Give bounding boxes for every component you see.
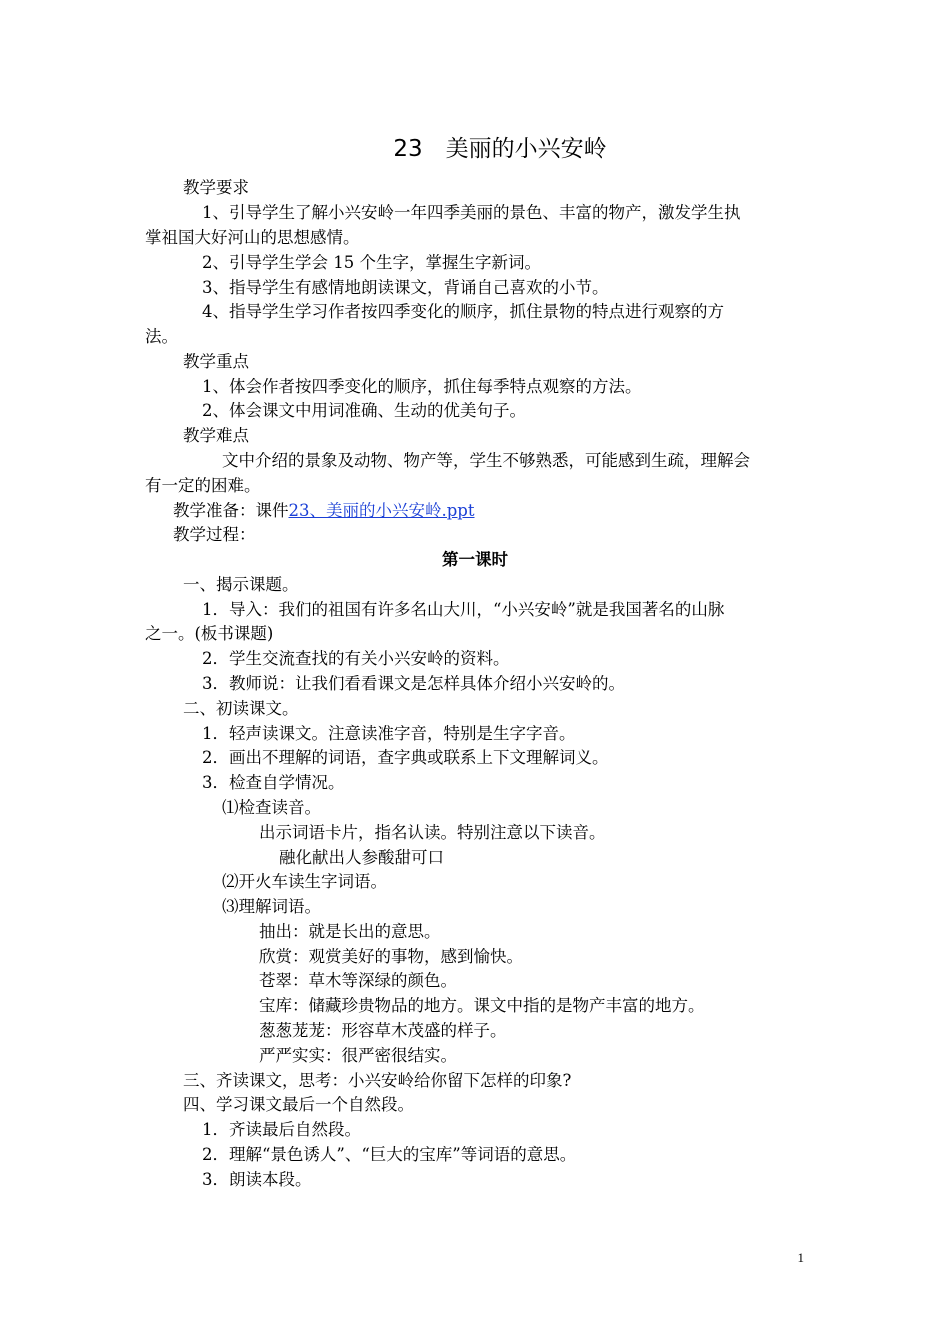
section2-heading: 二、初读课文。: [183, 699, 299, 718]
section4-heading: 四、学习课文最后一个自然段。: [183, 1095, 414, 1114]
section2-sub1-words: 融化献出人参酸甜可口: [279, 848, 444, 867]
difficulties-heading: 教学难点: [183, 426, 249, 445]
requirement-2: 2、引导学生学会 15 个生字，掌握生字新词。: [202, 253, 541, 272]
section1-item1-line1: 1．导入：我们的祖国有许多名山大川，“小兴安岭”就是我国著名的山脉: [202, 600, 725, 619]
requirement-1-line1: 1、引导学生了解小兴安岭一年四季美丽的景色、丰富的物产，激发学生执: [202, 203, 741, 222]
difficulties-line1: 文中介绍的景象及动物、物产等，学生不够熟悉，可能感到生疏，理解会: [222, 451, 750, 470]
requirement-4-line2: 法。: [145, 327, 178, 346]
section1-heading: 一、揭示课题。: [183, 575, 299, 594]
section2-sub3: ⑶理解词语。: [222, 897, 321, 916]
section2-sub1-text: 出示词语卡片，指名认读。特别注意以下读音。: [259, 823, 606, 842]
word-definition: 抽出：就是长出的意思。: [259, 922, 441, 941]
key-points-heading: 教学重点: [183, 352, 249, 371]
requirement-1-line2: 掌祖国大好河山的思想感情。: [145, 228, 360, 247]
section1-item1-line2: 之一。(板书课题): [145, 624, 274, 643]
section2-sub2: ⑵开火车读生字词语。: [222, 872, 387, 891]
process-heading: 教学过程：: [173, 525, 256, 544]
section1-item3: 3．教师说：让我们看看课文是怎样具体介绍小兴安岭的。: [202, 674, 625, 693]
preparation-label: 教学准备：课件: [173, 501, 289, 520]
section2-item3: 3．检查自学情况。: [202, 773, 345, 792]
requirement-3: 3、指导学生有感情地朗读课文，背诵自己喜欢的小节。: [202, 278, 609, 297]
word-definition: 严严实实：很严密很结实。: [259, 1046, 457, 1065]
key-point-2: 2、体会课文中用词准确、生动的优美句子。: [202, 401, 526, 420]
difficulties-line2: 有一定的困难。: [145, 476, 261, 495]
word-definition: 宝库：储藏珍贵物品的地方。课文中指的是物产丰富的地方。: [259, 996, 705, 1015]
section4-item2: 2．理解“景色诱人”、“巨大的宝库”等词语的意思。: [202, 1145, 577, 1164]
word-definition: 苍翠：草木等深绿的颜色。: [259, 971, 457, 990]
page-number: 1: [797, 1250, 804, 1265]
section1-item2: 2．学生交流查找的有关小兴安岭的资料。: [202, 649, 510, 668]
page-title: 23 美丽的小兴安岭: [393, 136, 607, 162]
section2-item2: 2．画出不理解的词语，查字典或联系上下文理解词义。: [202, 748, 609, 767]
courseware-link[interactable]: 23、美丽的小兴安岭.ppt: [288, 501, 475, 520]
preparation-line: [173, 501, 475, 521]
section4-item1: 1．齐读最后自然段。: [202, 1120, 361, 1139]
section4-item3: 3．朗读本段。: [202, 1170, 312, 1189]
requirements-heading: 教学要求: [183, 178, 249, 197]
section2-sub1: ⑴检查读音。: [222, 798, 321, 817]
section2-item1: 1．轻声读课文。注意读准字音，特别是生字字音。: [202, 724, 576, 743]
requirement-4-line1: 4、指导学生学习作者按四季变化的顺序，抓住景物的特点进行观察的方: [202, 302, 724, 321]
word-definition: 欣赏：观赏美好的事物，感到愉快。: [259, 947, 523, 966]
word-definition: 葱葱茏茏：形容草木茂盛的样子。: [259, 1021, 507, 1040]
section3-heading: 三、齐读课文，思考：小兴安岭给你留下怎样的印象?: [183, 1071, 572, 1090]
lesson-title: 第一课时: [442, 550, 508, 569]
key-point-1: 1、体会作者按四季变化的顺序，抓住每季特点观察的方法。: [202, 377, 642, 396]
